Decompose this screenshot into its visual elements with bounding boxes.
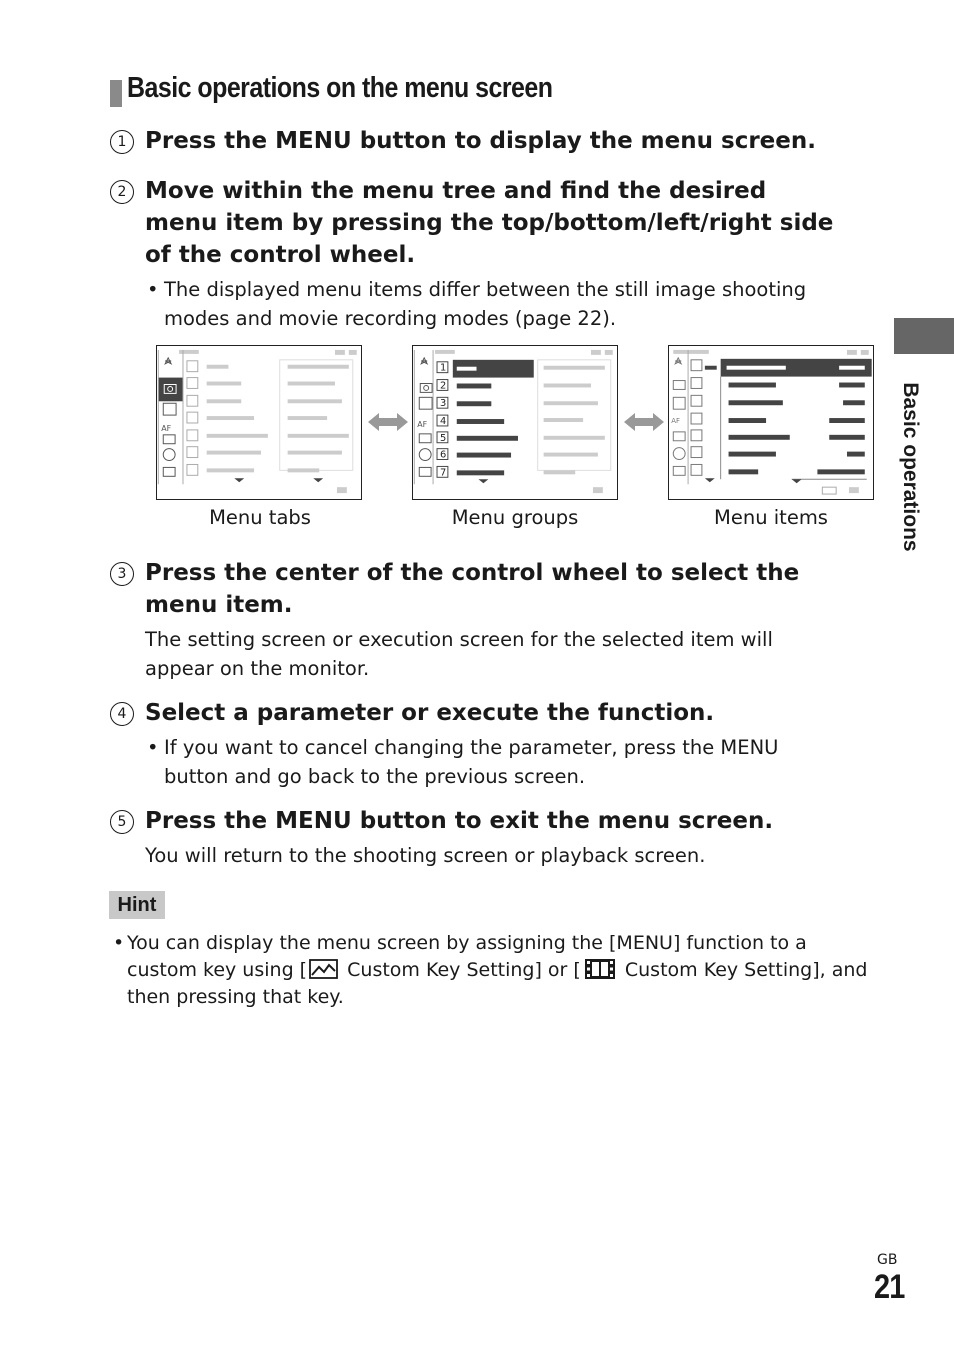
step-2-bullet: • The displayed menu items differ between the still image shooting modes and movie recording modes (page 22). [147,278,807,330]
step-2-bullet-text: The displayed menu items differ between the still image shooting modes and movie recording modes (page 22). [164,278,807,330]
svg-text:AF: AF [417,419,428,429]
caption-menu-items: Menu items [714,506,828,529]
step-number-3: 3 [110,562,134,586]
menu-items-screen [668,345,874,500]
step-5-heading: Press the MENU button to exit the menu screen. [145,808,774,834]
step-1-heading: Press the MENU button to display the menu screen. [145,128,816,154]
hint-text-part-3: Custom Key Setting], and then pressing that key. [127,959,868,1008]
menu-groups-screen [412,345,618,500]
step-4-bullet-text: If you want to cancel changing the parameter, press the MENU button and go back to the previous screen. [164,736,779,788]
caption-menu-groups: Menu groups [451,506,579,529]
double-arrow-icon-2 [622,408,666,436]
group-5-label: 5 [439,432,447,444]
group-1-label: 1 [439,362,447,374]
hint-text-part-1: You can display the menu screen by assigning the [MENU] function to a custom key using [ [127,932,807,981]
step-number-2: 2 [110,180,134,204]
hint-text-part-2: Custom Key Setting] or [ [341,959,581,981]
movie-icon [583,958,617,980]
svg-text:AF: AF [161,423,172,433]
page-language-code: GB [877,1252,898,1268]
step-3-text: The setting screen or execution screen for the selected item will appear on the monitor. [145,628,773,680]
step-number-4: 4 [110,702,134,726]
page-number: 21 [874,1268,905,1306]
group-2-label: 2 [439,380,447,392]
step-4-heading: Select a parameter or execute the function. [145,700,715,726]
svg-text:AF: AF [671,416,680,425]
menu-tabs-screen [156,345,362,500]
hint-bullet: • You can display the menu screen by assigning the [MENU] function to a custom key using [ Custom Key Setting] or [ Custom Key Setting], and then pressing that key. [113,932,868,1008]
hint-label: Hint [109,891,165,919]
step-2-heading: Move within the menu tree and find the desired menu item by pressing the top/bottom/left/right side of the control wheel. [145,178,834,268]
group-4-label: 4 [439,415,447,427]
group-6-label: 6 [439,449,447,461]
step-number-5: 5 [110,810,134,834]
step-number-1: 1 [110,130,134,154]
section-tab-marker [894,318,954,354]
double-arrow-icon [366,408,410,436]
step-4-bullet: • If you want to cancel changing the parameter, press the MENU button and go back to the previous screen. [147,736,779,788]
title-bar-marker [110,80,122,107]
page-title: Basic operations on the menu screen [127,72,553,104]
group-3-label: 3 [439,398,447,410]
still-image-icon [309,958,339,980]
group-7-label: 7 [439,467,447,479]
section-side-label: Basic operations [899,382,922,552]
step-5-text: You will return to the shooting screen or playback screen. [145,844,706,867]
step-3-heading: Press the center of the control wheel to select the menu item. [145,560,800,618]
caption-menu-tabs: Menu tabs [209,506,311,529]
